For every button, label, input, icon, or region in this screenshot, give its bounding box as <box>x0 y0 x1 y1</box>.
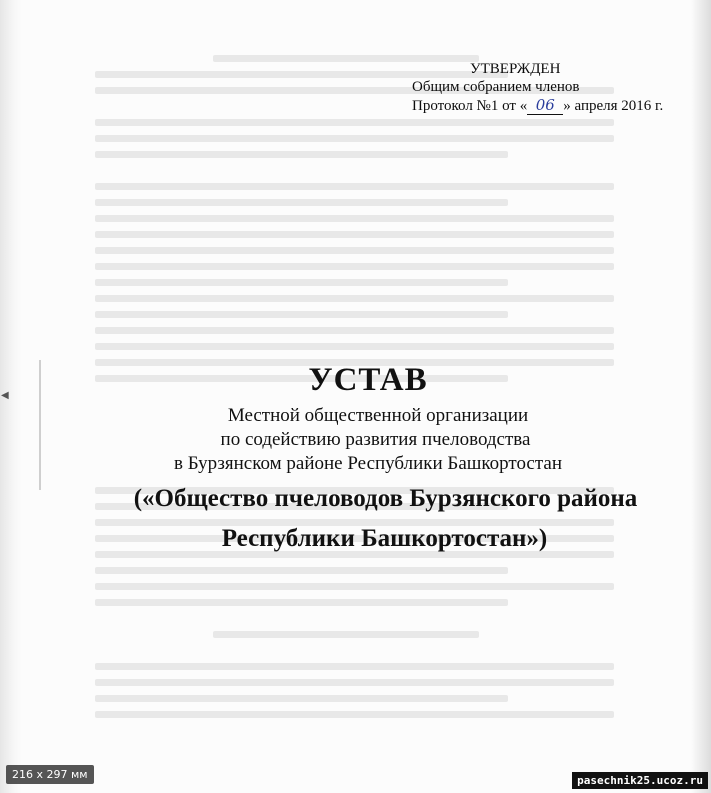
title-block <box>0 360 711 556</box>
approval-heading: УТВЕРЖДЕН <box>470 61 561 77</box>
protocol-prefix: Протокол №1 от « <box>412 98 528 114</box>
approval-stamp <box>412 60 663 115</box>
site-watermark: pasechnik25.ucoz.ru <box>572 772 708 789</box>
page-size-badge: 216 x 297 мм <box>6 765 94 784</box>
protocol-suffix: » апреля 2016 г. <box>563 98 664 114</box>
subtitle-line-2: по содействию развития пчеловодства <box>220 429 531 450</box>
document-title: УСТАВ <box>308 362 428 398</box>
protocol-line <box>412 96 663 115</box>
scroll-left-arrow-icon[interactable]: ◀ <box>1 390 9 401</box>
subtitle-line-3: в Бурзянском районе Республики Башкортостан <box>173 453 562 474</box>
organization-name-line-2: Республики Башкортостан») <box>221 525 548 552</box>
approval-body: Общим собранием членов <box>412 79 580 95</box>
subtitle-line-1: Местной общественной организации <box>227 405 529 426</box>
protocol-day-handwritten: 06 <box>527 96 563 115</box>
organization-name-line-1: («Общество пчеловодов Бурзянского района <box>133 485 638 512</box>
